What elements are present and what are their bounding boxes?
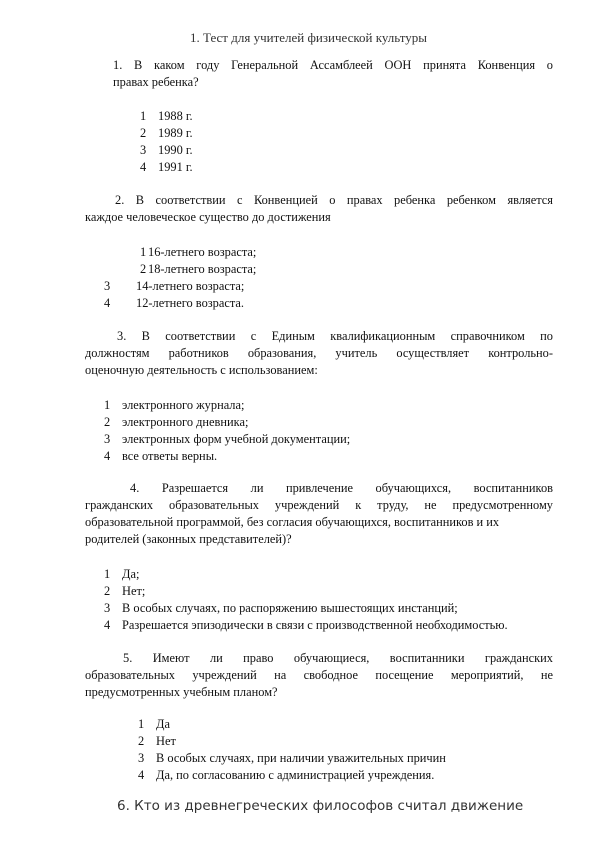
question-5-line-1: 5. Имеют ли право обучающиеся, воспитанники гражданских <box>123 651 553 665</box>
question-3-option-3 <box>104 431 350 448</box>
option-number: 2 <box>104 415 111 429</box>
option-text: электронного дневника; <box>122 415 249 429</box>
question-5-option-4 <box>138 767 434 784</box>
option-number: 3 <box>104 432 111 446</box>
page-title: 1. Тест для учителей физической культуры <box>190 30 427 45</box>
option-number: 3 <box>140 143 147 157</box>
question-4 <box>85 480 553 548</box>
option-text: Да; <box>122 567 140 581</box>
question-4-option-4 <box>104 617 508 634</box>
question-1-option-3 <box>140 142 193 159</box>
question-2-option-4 <box>104 295 244 312</box>
question-3 <box>85 328 553 379</box>
option-number: 4 <box>138 768 145 782</box>
question-2-option-3 <box>104 278 244 295</box>
option-number: 2 <box>138 734 145 748</box>
question-6-heading: 6. Кто из древнегреческих философов считал движение <box>117 798 524 814</box>
option-text: Нет <box>156 734 176 748</box>
question-4-line-1: 4. Разрешается ли привлечение обучающихся, воспитанников <box>130 481 553 495</box>
option-text: 12-летнего возраста. <box>136 296 245 310</box>
option-number: 4 <box>104 449 111 463</box>
question-3-option-1 <box>104 397 244 414</box>
question-5-line-2: образовательных учреждений на свободное посещение мероприятий, не <box>85 668 553 682</box>
option-number: 2 <box>140 262 147 276</box>
option-text: 1989 г. <box>158 126 193 140</box>
question-1 <box>113 57 553 91</box>
question-2-line-1: 2. В соответствии с Конвенцией о правах ребенка ребенком является <box>115 193 553 207</box>
option-text: электронного журнала; <box>122 398 245 412</box>
question-5-option-3 <box>138 750 446 767</box>
question-5 <box>85 650 553 701</box>
option-text: Разрешается эпизодически в связи с производственной необходимостью. <box>122 618 508 632</box>
option-text: Нет; <box>122 584 146 598</box>
option-text: электронных форм учебной документации; <box>122 432 351 446</box>
option-number: 1 <box>140 109 147 123</box>
question-3-line-2: должностям работников образования, учитель осуществляет контрольно- <box>85 346 553 360</box>
question-4-line-2: гражданских образовательных учреждений к труду, не предусмотренному <box>85 498 553 512</box>
option-text: Да, по согласованию с администрацией учреждения. <box>156 768 435 782</box>
option-text: В особых случаях, при наличии уважительных причин <box>156 751 446 765</box>
question-4-line-3: образовательной программой, без согласия обучающихся, воспитанников и их <box>85 515 500 529</box>
question-5-line-3: предусмотренных учебным планом? <box>85 685 278 699</box>
question-2-option-1 <box>140 244 256 261</box>
option-number: 2 <box>140 126 147 140</box>
question-1-line-1: 1. В каком году Генеральной Ассамблеей ООН принята Конвенция о <box>113 58 553 72</box>
question-4-option-1 <box>104 566 139 583</box>
option-text: 18-летнего возраста; <box>148 262 257 276</box>
question-3-line-1: 3. В соответствии с Единым квалификационным справочником по <box>117 329 553 343</box>
question-2-option-2 <box>140 261 256 278</box>
option-number: 3 <box>138 751 145 765</box>
option-text: все ответы верны. <box>122 449 218 463</box>
question-2-line-2: каждое человеческое существо до достижения <box>85 210 331 224</box>
question-3-option-4 <box>104 448 217 465</box>
question-3-option-2 <box>104 414 248 431</box>
question-2 <box>85 192 553 226</box>
option-number: 3 <box>104 279 111 293</box>
option-number: 4 <box>140 160 147 174</box>
question-5-option-1 <box>138 716 170 733</box>
option-number: 1 <box>104 398 111 412</box>
question-1-option-1 <box>140 108 193 125</box>
option-number: 1 <box>138 717 145 731</box>
question-1-option-2 <box>140 125 193 142</box>
option-number: 1 <box>104 567 111 581</box>
question-4-line-4: родителей (законных представителей)? <box>85 532 292 546</box>
question-4-option-2 <box>104 583 145 600</box>
option-number: 1 <box>140 245 147 259</box>
question-5-option-2 <box>138 733 176 750</box>
question-1-line-2: правах ребенка? <box>113 75 199 89</box>
option-text: 1988 г. <box>158 109 193 123</box>
option-number: 4 <box>104 296 111 310</box>
question-1-option-4 <box>140 159 193 176</box>
option-number: 4 <box>104 618 111 632</box>
option-text: 1990 г. <box>158 143 193 157</box>
option-number: 3 <box>104 601 111 615</box>
option-text: 16-летнего возраста; <box>148 245 257 259</box>
option-number: 2 <box>104 584 111 598</box>
option-text: Да <box>156 717 170 731</box>
question-4-option-3 <box>104 600 458 617</box>
option-text: В особых случаях, по распоряжению вышестоящих инстанций; <box>122 601 458 615</box>
option-text: 1991 г. <box>158 160 193 174</box>
question-3-line-3: оценочную деятельность с использованием: <box>85 363 318 377</box>
option-text: 14-летнего возраста; <box>136 279 245 293</box>
